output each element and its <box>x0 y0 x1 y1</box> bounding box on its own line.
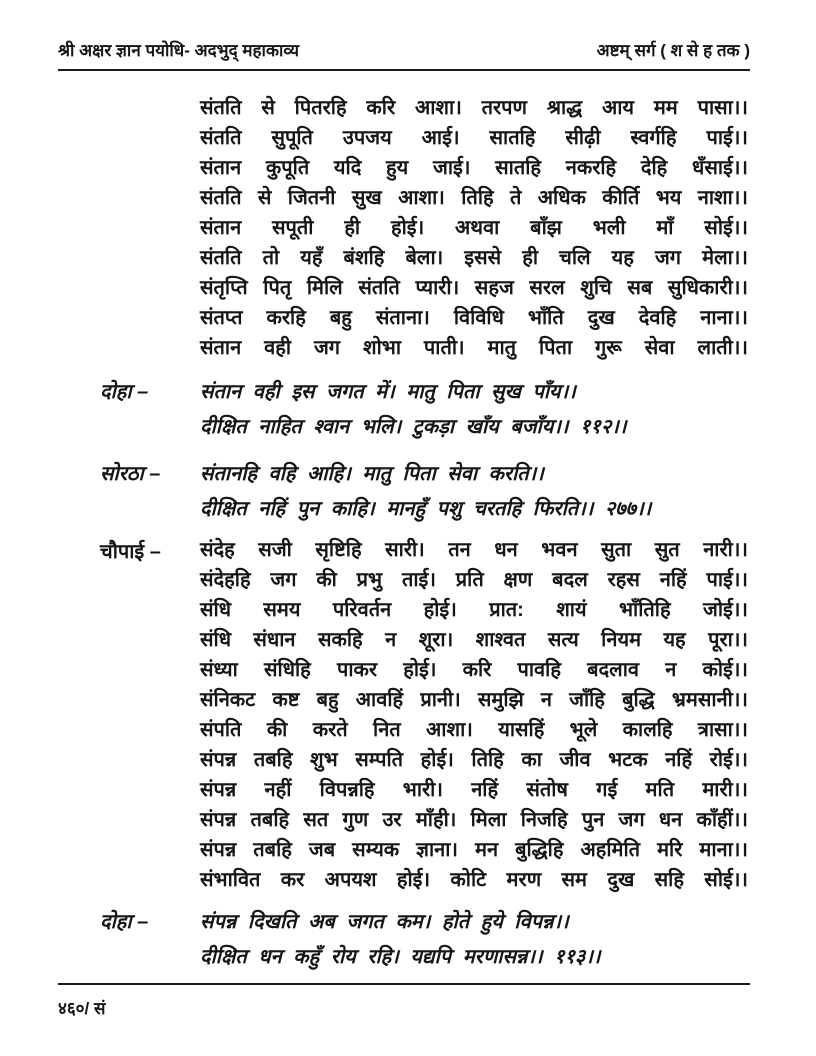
verse-line: संतति से पितरहि करि आशा। तरपण श्राद्ध आय मम पासा।। <box>200 97 748 119</box>
verse-block-santati <box>100 93 748 363</box>
page-footer <box>58 983 750 1019</box>
header-title-right: अष्टम् सर्ग ( श से ह तक ) <box>596 41 750 60</box>
page-body <box>100 93 748 975</box>
section-label-doha: दोहा – <box>100 381 149 403</box>
verse-line: संदेहहि जग की प्रभु ताई। प्रति क्षण बदल रहस नहिं पाई।। <box>200 569 748 591</box>
verse-lines <box>200 375 748 445</box>
verse-line: संभावित कर अपयश होई। कोटि मरण सम दुख सहि सोई।। <box>200 869 748 891</box>
section-label-chaupai: चौपाई – <box>100 541 161 563</box>
verse-line: संपन्न तबहि जब सम्यक ज्ञाना। मन बुद्धिहि अहमिति मरि माना।। <box>200 839 748 861</box>
verse-line: संतति तो यहँ बंशहि बेला। इससे ही चलि यह जग मेला।। <box>200 247 748 269</box>
header-title-left: श्री अक्षर ज्ञान पयोधि- अदभुद् महाकाव्य <box>58 41 300 60</box>
doha-113-section <box>100 905 748 975</box>
verse-lines <box>200 93 748 363</box>
verse-line: संपन्न दिखति अब जगत कम। होते हुये विपन्न।। <box>200 911 569 933</box>
verse-line: संतृप्ति पितृ मिलि संतति प्यारी। सहज सरल शुचि सब सुधिकारी।। <box>200 277 748 299</box>
verse-line: संदेह सजी सृष्टिहि सारी। तन धन भवन सुता सुत नारी।। <box>200 539 748 561</box>
verse-line: संतति सुपूति उपजय आई। सातहि सीढ़ी स्वर्गहि पाई।। <box>200 127 748 149</box>
section-label-empty <box>100 93 200 363</box>
verse-line: संध्या संधिहि पाकर होई। करि पावहि बदलाव न कोई।। <box>200 659 748 681</box>
chaupai-section <box>100 535 748 895</box>
verse-line: संतप्त करहि बहु संताना। विविधि भाँति दुख देवहि नाना।। <box>200 307 748 329</box>
verse-line: दीक्षित नहिं पुन काहि। मानहुँ पशु चरतहि फिरति।। २७७।। <box>200 498 652 520</box>
verse-line: संतानहि वहि आहि। मातु पिता सेवा करति।। <box>200 463 544 485</box>
verse-line: संपन्न तबहि सत गुण उर माँही। मिला निजहि पुन जग धन काँहीं।। <box>200 809 748 831</box>
section-label-doha: दोहा – <box>100 911 149 933</box>
sortha-277-section <box>100 457 748 527</box>
verse-line: संधि संधान सकहि न शूरा। शाश्वत सत्य नियम यह पूरा।। <box>200 629 748 651</box>
verse-line: संतान कुपूति यदि हुय जाई। सातहि नकरहि देहि धँसाई।। <box>200 157 748 179</box>
verse-line: संधि समय परिवर्तन होई। प्रात: शायं भाँतिहि जोई।। <box>200 599 748 621</box>
verse-line: संपन्न नहीं विपन्नहि भारी। नहिं संतोष गई मति मारी।। <box>200 779 748 801</box>
verse-lines <box>200 905 748 975</box>
verse-lines <box>200 535 748 895</box>
doha-112-section <box>100 375 748 445</box>
verse-line: संपति की करते नित आशा। यासहिं भूले कालहि त्रासा।। <box>200 719 748 741</box>
verse-line: संतान सपूती ही होई। अथवा बाँझ भली माँ सोई।। <box>200 217 748 239</box>
verse-line: संनिकट कष्ट बहु आवहिं प्रानी। समुझि न जाँहि बुद्धि भ्रमसानी।। <box>200 689 748 711</box>
page-header <box>58 38 750 71</box>
page-number: ४६०/ सं <box>58 999 106 1018</box>
verse-line: संतान वही इस जगत में। मातु पिता सुख पाँय।। <box>200 381 576 403</box>
verse-line: संपन्न तबहि शुभ सम्पति होई। तिहि का जीव भटक नहिं रोई।। <box>200 749 748 771</box>
verse-line: संतति से जितनी सुख आशा। तिहि ते अधिक कीर्ति भय नाशा।। <box>200 187 748 209</box>
verse-line: दीक्षित नाहित श्वान भलि। टुकड़ा खाँय बजाँय।। ११२।। <box>200 416 627 438</box>
verse-lines <box>200 457 748 527</box>
section-label-sortha: सोरठा – <box>100 463 161 485</box>
verse-line: दीक्षित धन कहुँ रोय रहि। यद्यपि मरणासन्न।। ११३।। <box>200 946 601 968</box>
verse-line: संतान वही जग शोभा पाती। मातु पिता गुरू सेवा लाती।। <box>200 337 748 359</box>
